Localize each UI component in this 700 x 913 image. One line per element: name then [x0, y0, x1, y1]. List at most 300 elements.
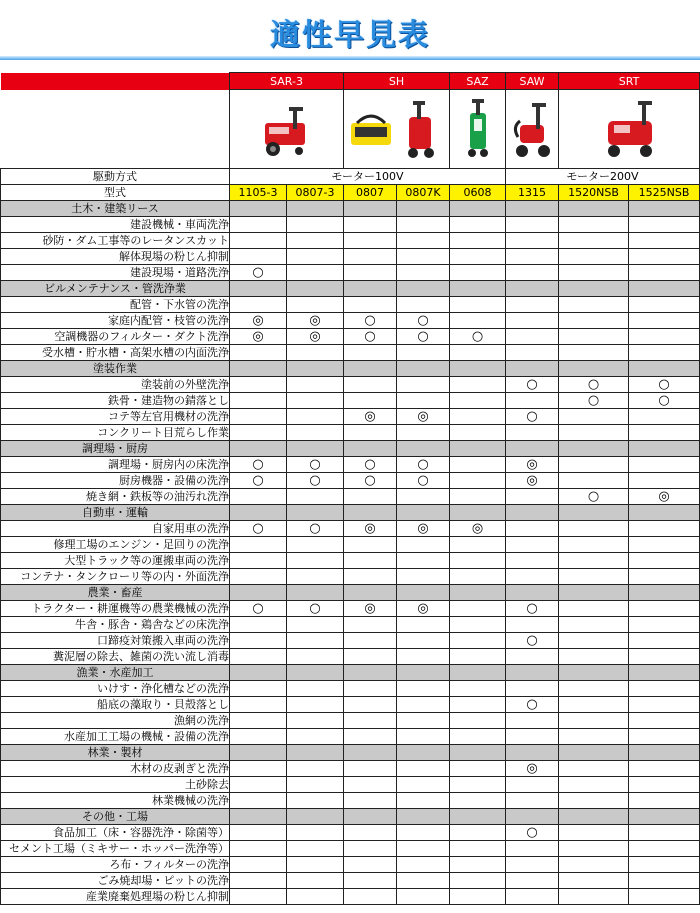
suitability-cell: [230, 649, 287, 665]
suitability-cell: [344, 217, 397, 233]
application-label: コテ等左官用機材の洗浄: [1, 409, 230, 425]
suitability-cell: [397, 809, 450, 825]
suitability-cell: [629, 233, 700, 249]
suitability-cell: [506, 777, 559, 793]
suitability-cell: [559, 425, 629, 441]
suitability-cell: [559, 825, 629, 841]
suitability-cell: [230, 201, 287, 217]
suitability-cell: [287, 201, 344, 217]
model-row: [1, 185, 700, 201]
suitability-cell: [230, 825, 287, 841]
suitability-cell: [397, 457, 450, 473]
application-row: [1, 537, 700, 553]
suitability-cell: [450, 505, 506, 521]
suitability-cell: [629, 601, 700, 617]
suitability-cell: [506, 201, 559, 217]
suitability-cell: [506, 697, 559, 713]
suitability-cell: [344, 249, 397, 265]
model-number: 0807: [344, 185, 397, 201]
suitability-cell: [450, 841, 506, 857]
suitability-cell: [287, 713, 344, 729]
suitability-cell: [629, 665, 700, 681]
suitability-cell: [287, 585, 344, 601]
good-mark: ○: [364, 473, 376, 488]
product-image: [506, 90, 559, 169]
application-row: [1, 601, 700, 617]
suitability-cell: [230, 777, 287, 793]
suitability-cell: [506, 473, 559, 489]
suitability-cell: [629, 457, 700, 473]
suitability-cell: [397, 361, 450, 377]
suitability-cell: [506, 809, 559, 825]
suitability-cell: [287, 601, 344, 617]
suitability-cell: [559, 201, 629, 217]
suitability-cell: [344, 617, 397, 633]
suitability-cell: [287, 857, 344, 873]
application-row: [1, 777, 700, 793]
suitability-cell: [397, 761, 450, 777]
suitability-cell: [230, 857, 287, 873]
suitability-cell: [287, 281, 344, 297]
suitability-cell: [506, 217, 559, 233]
suitability-cell: [450, 793, 506, 809]
suitability-cell: [344, 729, 397, 745]
suitability-cell: [450, 569, 506, 585]
suitability-cell: [506, 633, 559, 649]
suitability-cell: [287, 633, 344, 649]
suitability-cell: [230, 617, 287, 633]
application-label: 鉄骨・建造物の錆落とし: [1, 393, 230, 409]
category-label: 自動車・運輸: [1, 505, 230, 521]
suitability-cell: [506, 441, 559, 457]
suitability-cell: [506, 617, 559, 633]
suitability-cell: [629, 537, 700, 553]
application-label: 大型トラック等の運搬車両の洗浄: [1, 553, 230, 569]
best-mark: ◎: [417, 601, 429, 616]
application-row: [1, 377, 700, 393]
suitability-cell: [629, 313, 700, 329]
category-row: [1, 585, 700, 601]
suitability-cell: [397, 345, 450, 361]
suitability-cell: [629, 505, 700, 521]
suitability-cell: [629, 553, 700, 569]
application-label: 土砂除去: [1, 777, 230, 793]
suitability-cell: [230, 809, 287, 825]
suitability-cell: [450, 553, 506, 569]
suitability-cell: [559, 377, 629, 393]
suitability-cell: [344, 649, 397, 665]
suitability-cell: [450, 281, 506, 297]
suitability-cell: [559, 345, 629, 361]
suitability-cell: [450, 697, 506, 713]
application-label: 調理場・厨房内の床洗浄: [1, 457, 230, 473]
suitability-cell: [559, 217, 629, 233]
application-row: [1, 345, 700, 361]
suitability-cell: [397, 825, 450, 841]
model-number: 1520NSB: [559, 185, 629, 201]
suitability-cell: [506, 713, 559, 729]
application-label: コンクリート目荒らし作業: [1, 425, 230, 441]
suitability-cell: [344, 857, 397, 873]
suitability-cell: [506, 265, 559, 281]
application-row: [1, 617, 700, 633]
best-mark: ◎: [252, 313, 264, 328]
suitability-cell: [230, 489, 287, 505]
suitability-cell: [450, 425, 506, 441]
suitability-cell: [344, 745, 397, 761]
series-header: SRT: [559, 73, 700, 90]
suitability-cell: [559, 809, 629, 825]
best-mark: ◎: [526, 761, 538, 776]
suitability-cell: [397, 777, 450, 793]
suitability-cell: [559, 281, 629, 297]
suitability-cell: [397, 473, 450, 489]
suitability-cell: [287, 681, 344, 697]
application-label: 解体現場の粉じん抑制: [1, 249, 230, 265]
suitability-cell: [506, 361, 559, 377]
suitability-cell: [230, 313, 287, 329]
suitability-cell: [287, 617, 344, 633]
suitability-cell: [506, 425, 559, 441]
suitability-cell: [506, 681, 559, 697]
suitability-cell: [559, 249, 629, 265]
suitability-cell: [629, 873, 700, 889]
suitability-cell: [397, 601, 450, 617]
application-row: [1, 793, 700, 809]
suitability-cell: [287, 809, 344, 825]
suitability-cell: [344, 489, 397, 505]
suitability-cell: [397, 649, 450, 665]
good-mark: ○: [587, 377, 600, 392]
suitability-cell: [559, 681, 629, 697]
application-row: [1, 841, 700, 857]
application-row: [1, 521, 700, 537]
suitability-cell: [629, 809, 700, 825]
suitability-cell: [559, 777, 629, 793]
suitability-cell: [397, 793, 450, 809]
suitability-cell: [344, 761, 397, 777]
corner-blank: [1, 90, 230, 169]
suitability-cell: [450, 393, 506, 409]
suitability-cell: [287, 729, 344, 745]
application-row: [1, 553, 700, 569]
suitability-cell: [506, 537, 559, 553]
suitability-cell: [629, 345, 700, 361]
suitability-cell: [397, 569, 450, 585]
suitability-cell: [629, 585, 700, 601]
suitability-table: [0, 72, 700, 905]
application-label: ごみ焼却場・ピットの洗浄: [1, 873, 230, 889]
suitability-cell: [397, 553, 450, 569]
category-row: [1, 201, 700, 217]
suitability-cell: [344, 601, 397, 617]
suitability-cell: [559, 489, 629, 505]
suitability-cell: [629, 681, 700, 697]
category-row: [1, 505, 700, 521]
category-label: ビルメンテナンス・管洗浄業: [1, 281, 230, 297]
best-mark: ◎: [471, 521, 484, 536]
suitability-cell: [629, 633, 700, 649]
application-label: 糞泥層の除去、雑菌の洗い流し消毒: [1, 649, 230, 665]
best-mark: ◎: [364, 601, 376, 616]
suitability-cell: [450, 649, 506, 665]
suitability-cell: [230, 697, 287, 713]
suitability-cell: [559, 873, 629, 889]
good-mark: ○: [526, 409, 538, 424]
good-mark: ○: [309, 601, 321, 616]
suitability-cell: [344, 537, 397, 553]
suitability-cell: [344, 793, 397, 809]
good-mark: ○: [526, 825, 538, 840]
suitability-cell: [230, 233, 287, 249]
application-row: [1, 329, 700, 345]
good-mark: ○: [252, 473, 264, 488]
suitability-cell: [629, 297, 700, 313]
suitability-cell: [450, 297, 506, 313]
suitability-cell: [559, 697, 629, 713]
suitability-cell: [559, 441, 629, 457]
application-label: 林業機械の洗浄: [1, 793, 230, 809]
suitability-cell: [629, 201, 700, 217]
suitability-cell: [344, 553, 397, 569]
suitability-cell: [287, 745, 344, 761]
suitability-cell: [397, 201, 450, 217]
suitability-cell: [397, 425, 450, 441]
good-mark: ○: [587, 393, 600, 408]
suitability-cell: [344, 505, 397, 521]
suitability-cell: [450, 633, 506, 649]
title-underline: [0, 56, 700, 60]
suitability-cell: [230, 393, 287, 409]
suitability-cell: [450, 825, 506, 841]
suitability-cell: [230, 569, 287, 585]
suitability-cell: [506, 457, 559, 473]
suitability-cell: [230, 505, 287, 521]
application-row: [1, 729, 700, 745]
suitability-cell: [450, 345, 506, 361]
suitability-cell: [397, 313, 450, 329]
drive-type-value: モーター100V: [230, 169, 506, 185]
suitability-cell: [629, 761, 700, 777]
suitability-cell: [559, 729, 629, 745]
product-image: [344, 90, 450, 169]
series-header: SH: [344, 73, 450, 90]
category-label: 調理場・厨房: [1, 441, 230, 457]
suitability-cell: [629, 857, 700, 873]
suitability-cell: [344, 681, 397, 697]
suitability-cell: [287, 425, 344, 441]
suitability-cell: [629, 265, 700, 281]
good-mark: ○: [309, 473, 321, 488]
suitability-cell: [287, 457, 344, 473]
suitability-cell: [506, 409, 559, 425]
suitability-cell: [506, 505, 559, 521]
application-label: 産業廃棄処理場の粉じん抑制: [1, 889, 230, 905]
category-row: [1, 809, 700, 825]
suitability-cell: [344, 585, 397, 601]
suitability-cell: [559, 857, 629, 873]
suitability-cell: [506, 249, 559, 265]
suitability-cell: [230, 873, 287, 889]
suitability-cell: [287, 841, 344, 857]
suitability-cell: [397, 873, 450, 889]
suitability-cell: [287, 409, 344, 425]
suitability-cell: [559, 617, 629, 633]
suitability-cell: [344, 425, 397, 441]
model-label: 型式: [1, 185, 230, 201]
best-mark: ◎: [252, 329, 264, 344]
suitability-cell: [287, 649, 344, 665]
suitability-cell: [506, 665, 559, 681]
application-label: 自家用車の洗浄: [1, 521, 230, 537]
good-mark: ○: [309, 457, 321, 472]
application-row: [1, 825, 700, 841]
suitability-cell: [559, 713, 629, 729]
application-row: [1, 217, 700, 233]
suitability-cell: [230, 361, 287, 377]
suitability-cell: [506, 873, 559, 889]
best-mark: ◎: [658, 489, 670, 504]
suitability-cell: [450, 601, 506, 617]
suitability-cell: [559, 889, 629, 905]
suitability-cell: [397, 217, 450, 233]
suitability-cell: [450, 233, 506, 249]
good-mark: ○: [471, 329, 484, 344]
suitability-cell: [629, 841, 700, 857]
application-label: 船底の藻取り・貝殻落とし: [1, 697, 230, 713]
suitability-cell: [230, 681, 287, 697]
application-row: [1, 393, 700, 409]
suitability-cell: [450, 681, 506, 697]
model-number: 1315: [506, 185, 559, 201]
suitability-cell: [506, 793, 559, 809]
suitability-cell: [559, 537, 629, 553]
suitability-cell: [559, 473, 629, 489]
suitability-cell: [287, 793, 344, 809]
suitability-cell: [397, 633, 450, 649]
application-row: [1, 761, 700, 777]
application-label: 砂防・ダム工事等のレータンスカット: [1, 233, 230, 249]
suitability-cell: [506, 585, 559, 601]
suitability-cell: [287, 473, 344, 489]
suitability-cell: [397, 729, 450, 745]
suitability-cell: [230, 553, 287, 569]
drive-type-label: 駆動方式: [1, 169, 230, 185]
suitability-cell: [506, 857, 559, 873]
suitability-cell: [397, 329, 450, 345]
suitability-cell: [344, 521, 397, 537]
suitability-cell: [397, 713, 450, 729]
suitability-cell: [629, 377, 700, 393]
suitability-cell: [230, 281, 287, 297]
suitability-cell: [506, 345, 559, 361]
application-row: [1, 249, 700, 265]
good-mark: ○: [526, 697, 538, 712]
application-label: 家庭内配管・枝管の洗浄: [1, 313, 230, 329]
suitability-cell: [559, 233, 629, 249]
suitability-cell: [450, 729, 506, 745]
suitability-cell: [559, 761, 629, 777]
suitability-cell: [629, 777, 700, 793]
suitability-cell: [287, 361, 344, 377]
application-row: [1, 425, 700, 441]
application-label: コンテナ・タンクローリ等の内・外面洗浄: [1, 569, 230, 585]
suitability-cell: [344, 841, 397, 857]
page-title: 適性早見表: [270, 18, 430, 53]
suitability-cell: [287, 233, 344, 249]
application-row: [1, 857, 700, 873]
suitability-cell: [450, 889, 506, 905]
suitability-cell: [397, 265, 450, 281]
suitability-cell: [287, 329, 344, 345]
suitability-cell: [506, 841, 559, 857]
good-mark: ○: [252, 265, 264, 280]
suitability-cell: [506, 281, 559, 297]
suitability-cell: [287, 345, 344, 361]
suitability-cell: [230, 729, 287, 745]
suitability-cell: [230, 265, 287, 281]
suitability-cell: [629, 281, 700, 297]
suitability-cell: [230, 585, 287, 601]
series-header: SAR-3: [230, 73, 344, 90]
best-mark: ◎: [417, 521, 429, 536]
suitability-cell: [287, 777, 344, 793]
suitability-cell: [506, 825, 559, 841]
suitability-cell: [506, 649, 559, 665]
suitability-cell: [344, 569, 397, 585]
series-header: SAZ: [450, 73, 506, 90]
application-row: [1, 649, 700, 665]
suitability-cell: [287, 665, 344, 681]
suitability-cell: [397, 489, 450, 505]
application-label: 修理工場のエンジン・足回りの洗浄: [1, 537, 230, 553]
drive-type-value: モーター200V: [506, 169, 700, 185]
suitability-cell: [344, 873, 397, 889]
suitability-cell: [230, 537, 287, 553]
category-row: [1, 745, 700, 761]
application-row: [1, 473, 700, 489]
suitability-cell: [450, 361, 506, 377]
suitability-cell: [344, 889, 397, 905]
suitability-cell: [344, 409, 397, 425]
suitability-cell: [450, 617, 506, 633]
suitability-cell: [344, 361, 397, 377]
suitability-cell: [230, 793, 287, 809]
suitability-cell: [450, 377, 506, 393]
suitability-cell: [450, 489, 506, 505]
suitability-cell: [559, 649, 629, 665]
application-row: [1, 889, 700, 905]
suitability-cell: [629, 361, 700, 377]
suitability-cell: [287, 873, 344, 889]
suitability-cell: [397, 745, 450, 761]
suitability-cell: [559, 457, 629, 473]
suitability-cell: [506, 313, 559, 329]
suitability-cell: [230, 457, 287, 473]
suitability-cell: [506, 553, 559, 569]
suitability-cell: [506, 393, 559, 409]
suitability-cell: [506, 329, 559, 345]
good-mark: ○: [526, 601, 538, 616]
application-row: [1, 313, 700, 329]
suitability-cell: [344, 201, 397, 217]
suitability-cell: [559, 841, 629, 857]
suitability-cell: [559, 521, 629, 537]
suitability-cell: [450, 761, 506, 777]
suitability-cell: [629, 745, 700, 761]
application-label: 配管・下水管の洗浄: [1, 297, 230, 313]
application-row: [1, 681, 700, 697]
